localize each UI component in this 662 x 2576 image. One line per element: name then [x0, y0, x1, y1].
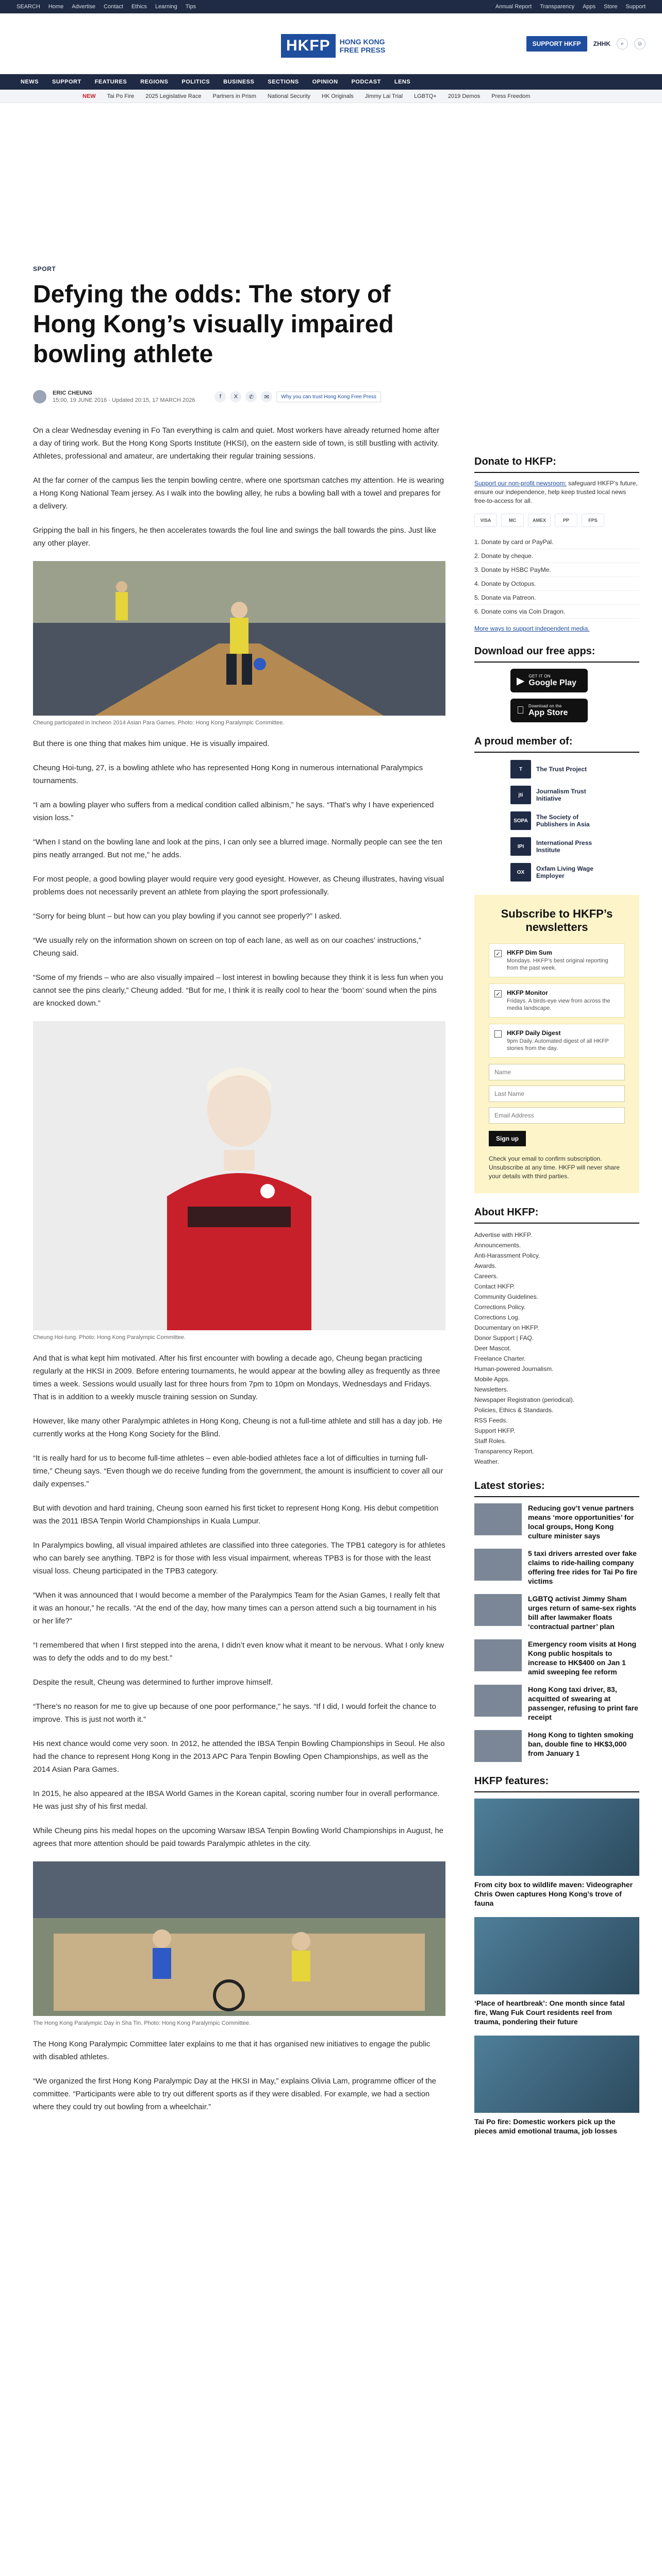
sidebar: [474, 456, 639, 2149]
features-box: [474, 1775, 639, 2136]
payment-card-icon: AMEX: [528, 514, 551, 527]
article-paragraph: “When it was announced that I would become a member of the Paralympics Team for the Asian Games, I really felt that it was an honour,” he recalls. “At the end of the day, how many times can a person attend such a big tournament in his or her life?”: [33, 1591, 440, 1625]
donate-text: [474, 479, 639, 505]
utility-link[interactable]: Contact: [104, 4, 123, 10]
donate-option[interactable]: 4. Donate by Octopus.: [474, 577, 639, 591]
member-item[interactable]: [510, 837, 639, 856]
x-icon[interactable]: X: [230, 391, 241, 402]
article-paragraph: Cheung Hoi-tung, 27, is a bowling athlete who has represented Hong Kong in numerous international Paralympics tournaments.: [33, 764, 423, 785]
subnav-new-badge: NEW: [82, 93, 96, 99]
donate-options: [474, 535, 639, 619]
story-thumbnail[interactable]: [474, 1549, 522, 1581]
newsletter-note: Check your email to confirm subscription. Unsubscribe at any time. HKFP will never share your details with third parties.: [489, 1155, 620, 1180]
story-title[interactable]: 5 taxi drivers arrested over fake claims to ride-hailing company offering free rides for Tai Po fire victims: [528, 1549, 638, 1585]
logo-text: HONG KONG FREE PRESS: [339, 38, 386, 54]
story-thumbnail[interactable]: [474, 1503, 522, 1535]
payment-card-icon: FPS: [582, 514, 604, 527]
checkbox[interactable]: ✓: [494, 990, 502, 997]
header-actions: [526, 36, 646, 52]
apps-box: [474, 646, 639, 722]
utility-link[interactable]: SEARCH: [16, 4, 40, 10]
utility-link[interactable]: Learning: [155, 4, 177, 10]
about-link[interactable]: Staff Roles.: [474, 1437, 506, 1445]
about-link[interactable]: Documentary on HKFP.: [474, 1324, 539, 1331]
article-paragraph: At the far corner of the campus lies the tenpin bowling centre, where one sportsman catches my attention. He is wearing a Hong Kong National Team jersey. As I walk into the bowling alley, he rubs a bowling ball with a towel and prepares for a delivery.: [33, 476, 444, 511]
utility-link[interactable]: Annual Report: [495, 4, 532, 10]
member-logo: SOPA: [510, 811, 531, 830]
email-icon[interactable]: ✉: [261, 391, 272, 402]
about-link[interactable]: Human-powered Journalism.: [474, 1365, 554, 1372]
app-store-button[interactable]: [510, 699, 588, 722]
utility-bar: [0, 0, 662, 13]
story-title[interactable]: Hong Kong to tighten smoking ban, double fine to HK$3,000 from January 1: [528, 1731, 634, 1757]
subnav-item[interactable]: Tai Po Fire: [107, 93, 135, 99]
feature-image[interactable]: [474, 2036, 639, 2113]
utility-link[interactable]: Apps: [583, 4, 596, 10]
utility-link[interactable]: Transparency: [540, 4, 575, 10]
article-paragraph: “I remembered that when I first stepped into the arena, I didn’t even know what it meant to be nervous. What I only knew was to defy the odds and to do my best.”: [33, 1641, 444, 1663]
subnav-item[interactable]: 2019 Demos: [448, 93, 481, 99]
publish-dates: 15:00, 19 JUNE 2016 · Updated 20:15, 17 MARCH 2026: [53, 397, 195, 403]
byline: [33, 390, 445, 403]
figure-caption-1: Cheung participated in Incheon 2014 Asian Para Games. Photo: Hong Kong Paralympic Committee.: [33, 720, 285, 726]
donate-body: safeguard HKFP’s future, ensure our independence, help keep trusted local news free-to-access for all.: [474, 480, 638, 504]
article-paragraph: “We organized the first Hong Kong Paralympic Day at the HKSI in May,” explains Olivia Lam, programme officer of the committee. “Participants were able to try out different sports as if they were disabled. For example, we had a section where they could try out bowling from a wheelchair.”: [33, 2077, 437, 2111]
about-link[interactable]: Announcements.: [474, 1242, 521, 1249]
donate-option[interactable]: 3. Donate by HSBC PayMe.: [474, 563, 639, 577]
photo-paralympic-day: [33, 1861, 445, 2016]
utility-link[interactable]: Tips: [185, 4, 196, 10]
member-logo: T: [510, 760, 531, 778]
nav-item[interactable]: PODCAST: [351, 79, 381, 85]
article-paragraph: The Hong Kong Paralympic Committee later explains to me that it has organised new initiatives to engage the public with disabled athletes.: [33, 2040, 431, 2061]
photo-art-bowling: [33, 561, 445, 716]
features-list: [474, 1799, 639, 2136]
about-link[interactable]: Contact HKFP.: [474, 1283, 515, 1290]
article-paragraph: “Sorry for being blunt – but how can you play bowling if you cannot see properly?” I asked.: [33, 912, 342, 921]
article: [33, 265, 445, 2125]
latest-story[interactable]: [474, 1594, 639, 1631]
utility-left: [16, 4, 196, 10]
article-paragraph: “We usually rely on the information shown on screen on top of each lane, as well as on our coaches’ instructions,” Cheung said.: [33, 936, 421, 958]
share-buttons: [214, 391, 381, 402]
payment-card-icon: MC: [501, 514, 524, 527]
newsletter-option[interactable]: [489, 984, 625, 1018]
member-name: International Press Institute: [536, 839, 592, 854]
subnav-items: [107, 93, 531, 99]
feature-image[interactable]: [474, 1799, 639, 1876]
donate-more-link[interactable]: More ways to support independent media.: [474, 625, 590, 632]
member-item[interactable]: [510, 863, 639, 882]
site-header: [0, 13, 662, 74]
feature-title[interactable]: Tai Po fire: Domestic workers pick up the pieces amid emotional trauma, job losses: [474, 2117, 617, 2135]
story-thumbnail[interactable]: [474, 1730, 522, 1762]
donate-option[interactable]: 5. Donate via Patreon.: [474, 591, 639, 605]
about-link[interactable]: Awards.: [474, 1262, 497, 1269]
member-name: Journalism Trust Initiative: [536, 788, 586, 802]
about-link[interactable]: Newsletters.: [474, 1386, 509, 1393]
about-link[interactable]: Anti-Harassment Policy.: [474, 1252, 540, 1259]
utility-link[interactable]: Advertise: [72, 4, 96, 10]
app-store-label: App Store: [521, 708, 560, 717]
member-logo: IPI: [510, 837, 531, 856]
subnav-item[interactable]: LGBTQ+: [414, 93, 437, 99]
feature-story[interactable]: [474, 1799, 639, 1908]
about-link[interactable]: Transparency Report.: [474, 1448, 534, 1455]
whatsapp-icon[interactable]: ✆: [245, 391, 257, 402]
main-nav: [0, 74, 662, 90]
about-box: [474, 1207, 639, 1467]
search-icon[interactable]: ⌕: [617, 38, 628, 49]
utility-link[interactable]: Ethics: [131, 4, 147, 10]
subnav-item[interactable]: Press Freedom: [491, 93, 531, 99]
story-title[interactable]: Reducing gov’t venue partners means ‘more opportunities’ for local groups, Hong Kong culture minister says: [528, 1504, 634, 1540]
member-name: Oxfam Living Wage Employer: [536, 865, 593, 879]
newsletter-name: HKFP Dim Sum: [507, 949, 552, 956]
article-paragraph: While Cheung pins his medal hopes on the upcoming Warsaw IBSA Tenpin Bowling World Championships in August, he agrees that more attention should be paid towards Paralympic athletes in the city.: [33, 1826, 444, 1848]
apps-title: Download our free apps:: [474, 646, 639, 663]
google-play-button[interactable]: [510, 669, 588, 692]
latest-story[interactable]: [474, 1503, 639, 1540]
article-paragraph: In 2015, he also appeared at the IBSA World Games in the Korean capital, scoring number four in overall performance. He was just shy of his first medal.: [33, 1789, 440, 1811]
user-icon[interactable]: ☺: [634, 38, 646, 49]
newsletter-option[interactable]: [489, 943, 625, 977]
utility-link[interactable]: Support: [625, 4, 646, 10]
newsletter-option[interactable]: [489, 1024, 625, 1058]
member-name: The Trust Project: [536, 766, 587, 773]
facebook-icon[interactable]: f: [214, 391, 226, 402]
about-link[interactable]: RSS Feeds.: [474, 1417, 508, 1424]
story-title[interactable]: Emergency room visits at Hong Kong public hospitals to increase to HK$400 on Jan 1 amid sweeping fee reform: [528, 1640, 637, 1676]
app-store-small: Download on the: [521, 703, 554, 708]
utility-link[interactable]: Home: [48, 4, 64, 10]
article-paragraph: “It is really hard for us to become full-time athletes – even able-bodied athletes face a lot of difficulties in turning full-time,” Cheung says. “Even though we do receive funding from the government, the amount is insufficient to cover all our daily expenses.”: [33, 1454, 443, 1488]
signup-button[interactable]: Sign up: [489, 1131, 526, 1146]
about-list: [474, 1230, 639, 1467]
nav-item[interactable]: SUPPORT: [52, 79, 81, 85]
payment-icons: [474, 514, 639, 527]
about-title: About HKFP:: [474, 1207, 639, 1224]
article-paragraph: In Paralympics bowling, all visual impaired athletes are classified into three categories. The TPB1 category is for athletes who can barely see anything. TBP2 is for those with less visual impairment, whereas TPB3 is for those with the least visual loss. Cheung participated in the TPB3 category.: [33, 1541, 445, 1575]
article-paragraph: For most people, a good bowling player would require very good eyesight. However, as Cheung illustrates, having visual problems does not necessarily prevent an athlete from playing the sport professionally.: [33, 875, 444, 896]
article-paragraph: Despite the result, Cheung was determined to further improve himself.: [33, 1678, 273, 1687]
article-paragraph: But there is one thing that makes him unique. He is visually impaired.: [33, 739, 270, 748]
article-paragraph: And that is what kept him motivated. After his first encounter with bowling a decade ago, Cheung began practicing regularly at the HKSI in 2009. Before entering tournaments, he would appear at the bowling alley as frequently as three times a week. Sessions would usually last for three hours from 7pm to 10pm on Mondays, Wednesdays and Fridays. That is in addition to a weekly muscle training session on Sunday.: [33, 1354, 440, 1401]
subnav-item[interactable]: Partners in Prism: [212, 93, 256, 99]
latest-story[interactable]: [474, 1549, 639, 1586]
latest-story[interactable]: [474, 1730, 639, 1762]
article-paragraph: On a clear Wednesday evening in Fo Tan everything is calm and quiet. Most workers have already returned home after a day of tiring work. But the Hong Kong Sports Institute (HKSI), on the eastern side of town, is still bustling with activity. Athletes, professional and amateur, are undertaking their regular training sessions.: [33, 426, 440, 461]
figure-bowling-action: [33, 561, 445, 726]
donate-title: Donate to HKFP:: [474, 456, 639, 473]
about-link[interactable]: Corrections Log.: [474, 1314, 520, 1321]
newsletter-desc: Mondays. HKFP’s best original reporting from the past week.: [507, 958, 608, 971]
checkbox[interactable]: [494, 1030, 502, 1038]
about-link[interactable]: Support HKFP.: [474, 1427, 516, 1434]
subnav-item[interactable]: 2025 Legislative Race: [145, 93, 202, 99]
feature-story[interactable]: [474, 1917, 639, 2026]
subnav-item[interactable]: Jimmy Lai Trial: [365, 93, 403, 99]
utility-right: [495, 4, 646, 10]
nav-item[interactable]: NEWS: [21, 79, 39, 85]
feature-story[interactable]: [474, 2036, 639, 2136]
member-title: A proud member of:: [474, 736, 639, 753]
donate-box: [474, 456, 639, 632]
about-link[interactable]: Deer Mascot.: [474, 1345, 511, 1352]
donate-option[interactable]: 6. Donate coins via Coin Dragon.: [474, 605, 639, 619]
latest-story[interactable]: [474, 1639, 639, 1676]
donate-link[interactable]: Support our non-profit newsroom:: [474, 480, 567, 487]
article-body-4: [33, 2038, 445, 2113]
photo-art-paralympic-day: [33, 1861, 445, 2016]
checkbox[interactable]: ✓: [494, 950, 502, 957]
feature-title[interactable]: From city box to wildlife maven: Videographer Chris Owen captures Hong Kong’s trove of fauna: [474, 1880, 633, 1907]
story-thumbnail[interactable]: [474, 1685, 522, 1717]
member-logo: jti: [510, 786, 531, 804]
figure-caption-2: Cheung Hoi-tung. Photo: Hong Kong Paralympic Committee.: [33, 1334, 186, 1341]
about-link[interactable]: Policies, Ethics & Standards.: [474, 1406, 554, 1414]
photo-art-portrait: [33, 1021, 445, 1330]
member-logo: OX: [510, 863, 531, 882]
google-play-label: Google Play: [528, 678, 576, 687]
about-link[interactable]: Mobile Apps.: [474, 1376, 510, 1383]
about-link[interactable]: Donor Support | FAQ.: [474, 1334, 534, 1342]
story-thumbnail[interactable]: [474, 1594, 522, 1626]
latest-list: [474, 1503, 639, 1762]
section-tag[interactable]: SPORT: [33, 265, 56, 273]
figure-caption-3: The Hong Kong Paralympic Day in Sha Tin. Photo: Hong Kong Paralympic Committee.: [33, 2020, 251, 2026]
article-body-1: [33, 424, 445, 550]
about-link[interactable]: Community Guidelines.: [474, 1293, 539, 1300]
member-item[interactable]: [510, 760, 639, 778]
photo-bowling-action: [33, 561, 445, 716]
member-name: The Society of Publishers in Asia: [536, 814, 590, 828]
email-field[interactable]: Email Address: [489, 1107, 625, 1124]
nav-item[interactable]: REGIONS: [140, 79, 169, 85]
payment-card-icon: VISA: [474, 514, 497, 527]
nav-item[interactable]: POLITICS: [181, 79, 210, 85]
newsletter-title: Subscribe to HKFP’s newsletters: [501, 907, 613, 934]
about-link[interactable]: Careers.: [474, 1273, 499, 1280]
trust-link[interactable]: Why you can trust Hong Kong Free Press: [276, 392, 381, 402]
google-play-small: GET IT ON: [528, 673, 551, 679]
article-paragraph: However, like many other Paralympic athletes in Hong Kong, Cheung is not a full-time athlete and still has a day job. He currently works at the Hong Kong Society for the Blind.: [33, 1417, 442, 1438]
article-title: Defying the odds: The story of Hong Kong’s visually impaired bowling athlete: [33, 281, 394, 368]
figure-portrait: [33, 1021, 445, 1341]
subnav-item[interactable]: National Security: [267, 93, 311, 99]
article-body-3: [33, 1352, 445, 1850]
article-body-2: [33, 737, 445, 1010]
nav-item[interactable]: OPINION: [312, 79, 338, 85]
article-paragraph: Gripping the ball in his fingers, he then accelerates towards the foul line and swings the ball towards the pins. Just like any other player.: [33, 526, 437, 548]
nav-item[interactable]: LENS: [394, 79, 411, 85]
about-link[interactable]: Corrections Policy.: [474, 1303, 526, 1311]
story-thumbnail[interactable]: [474, 1639, 522, 1671]
play-store-icon: ▶: [517, 675, 525, 687]
latest-story[interactable]: [474, 1685, 639, 1722]
feature-title[interactable]: ‘Place of heartbreak’: One month since fatal fire, Wang Fuk Court residents reel from trauma, pondering their future: [474, 1999, 625, 2026]
story-title[interactable]: Hong Kong taxi driver, 83, acquitted of swearing at passenger, refusing to print fare receipt: [528, 1685, 638, 1721]
sub-nav: [0, 90, 662, 103]
feature-image[interactable]: [474, 1917, 639, 1994]
author-avatar: [33, 390, 46, 403]
latest-box: [474, 1480, 639, 1762]
figure-paralympic-day: [33, 1861, 445, 2026]
donate-option[interactable]: 2. Donate by cheque.: [474, 549, 639, 563]
nav-item[interactable]: SECTIONS: [268, 79, 299, 85]
apple-icon: [517, 705, 524, 717]
photo-portrait: [33, 1021, 445, 1330]
name-field[interactable]: Name: [489, 1064, 625, 1080]
story-title[interactable]: LGBTQ activist Jimmy Sham urges return of same-sex rights bill after lawmaker floats ‘contractual partner’ plan: [528, 1595, 637, 1631]
newsletter-desc: Fridays. A birds-eye view from across the media landscape.: [507, 998, 610, 1011]
features-title: HKFP features:: [474, 1775, 639, 1792]
newsletter-options: [489, 943, 625, 1058]
author-name[interactable]: ERIC CHEUNG: [53, 390, 93, 396]
logo-mark: HKFP: [281, 34, 336, 58]
member-item[interactable]: [510, 811, 639, 830]
subnav-item[interactable]: HK Originals: [322, 93, 354, 99]
support-button[interactable]: SUPPORT HKFP: [526, 36, 587, 52]
about-link[interactable]: Freelance Charter.: [474, 1355, 526, 1362]
member-box: [474, 736, 639, 882]
language-switch[interactable]: ZHHK: [593, 40, 610, 47]
newsletter-desc: 9pm Daily. Automated digest of all HKFP stories from the day.: [507, 1038, 609, 1052]
article-paragraph: “When I stand on the bowling lane and look at the pins, I can only see a blurred image. Normally people can see the ten pins neatly arranged. But not me,” he adds.: [33, 838, 442, 859]
member-list: [474, 760, 639, 882]
newsletter-box: [474, 895, 639, 1193]
donate-option[interactable]: 1. Donate by card or PayPal.: [474, 535, 639, 549]
article-paragraph: “I am a bowling player who suffers from a medical condition called albinism,” he says. “That’s why I have experienced vision loss.”: [33, 801, 434, 822]
payment-card-icon: PP: [555, 514, 577, 527]
article-paragraph: His next chance would come very soon. In 2012, he attended the IBSA Tenpin Bowling Championships in Seoul. He also had the chance to represent Hong Kong in the 2013 APC Para Tenpin Bowling Open Championships, as well as the 2014 Asian Para Games.: [33, 1739, 445, 1774]
nav-item[interactable]: FEATURES: [94, 79, 127, 85]
newsletter-name: HKFP Daily Digest: [507, 1029, 561, 1037]
about-link[interactable]: Advertise with HKFP.: [474, 1231, 532, 1239]
utility-link[interactable]: Store: [604, 4, 618, 10]
site-logo[interactable]: [281, 34, 396, 58]
newsletter-name: HKFP Monitor: [507, 989, 548, 996]
about-link[interactable]: Newspaper Registration (periodical).: [474, 1396, 575, 1403]
about-link[interactable]: Weather.: [474, 1458, 499, 1465]
latest-title: Latest stories:: [474, 1480, 639, 1497]
article-paragraph: “Some of my friends – who are also visually impaired – lost interest in bowling because they think it is less fun when you cannot see the pins clearly,” Cheung added. “But for me, I think it is really cool to hear the ‘boom’ sound when the pins are knocked down.”: [33, 973, 443, 1008]
member-item[interactable]: [510, 786, 639, 804]
article-paragraph: “There’s no reason for me to give up because of one poor performance,” he says. “If I did, I would forfeit the chance to improve. This is just not worth it.”: [33, 1702, 436, 1724]
nav-item[interactable]: BUSINESS: [223, 79, 255, 85]
article-paragraph: But with devotion and hard training, Cheung soon earned his first ticket to represent Hong Kong. His debut competition was the 2011 IBSA Tenpin World Championships in Kuala Lumpur.: [33, 1504, 439, 1526]
last-name-field[interactable]: Last Name: [489, 1086, 625, 1102]
